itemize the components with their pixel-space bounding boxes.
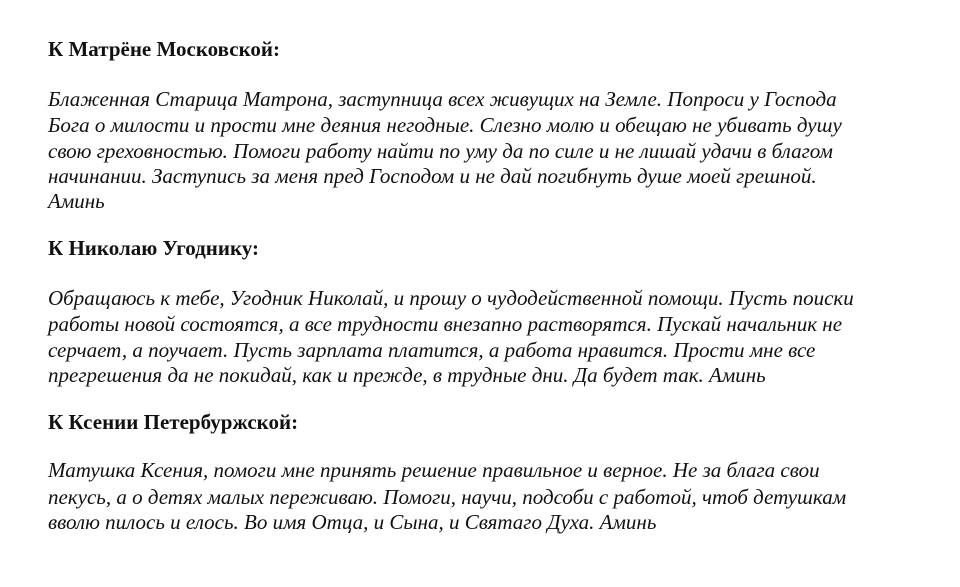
prayer-line: пекусь, а о детях малых переживаю. Помоги, научи, подсоби с работой, чтоб детушкам — [48, 485, 847, 509]
section-heading: К Ксении Петербуржской: — [48, 410, 299, 434]
prayer-line: Обращаюсь к тебе, Угодник Николай, и прошу о чудодейственной помощи. Пусть поиски — [48, 286, 854, 310]
prayer-line: серчает, а поучает. Пусть зарплата платится, а работа нравится. Прости мне все — [48, 338, 816, 362]
prayer-line: Аминь — [48, 189, 105, 213]
prayer-line: прегрешения да не покидай, как и прежде, в трудные дни. Да будет так. Аминь — [48, 363, 766, 387]
prayer-line: свою греховностью. Помоги работу найти по уму да по силе и не лишай удачи в благом — [48, 139, 833, 163]
prayer-line: вволю пилось и елось. Во имя Отца, и Сына, и Святаго Духа. Аминь — [48, 510, 657, 534]
prayer-line: Блаженная Старица Матрона, заступница всех живущих на Земле. Попроси у Господа — [48, 87, 837, 111]
section-heading: К Матрёне Московской: — [48, 37, 280, 61]
section-heading: К Николаю Угоднику: — [48, 236, 259, 260]
prayer-line: Бога о милости и прости мне деяния негодные. Слезно молю и обещаю не убивать душу — [48, 113, 842, 137]
prayer-line: начинании. Заступись за меня пред Господом и не дай погибнуть душе моей грешной. — [48, 164, 817, 188]
prayer-line: работы новой состоятся, а все трудности внезапно растворятся. Пускай начальник не — [48, 312, 843, 336]
prayer-line: Матушка Ксения, помоги мне принять решение правильное и верное. Не за блага свои — [48, 458, 820, 482]
